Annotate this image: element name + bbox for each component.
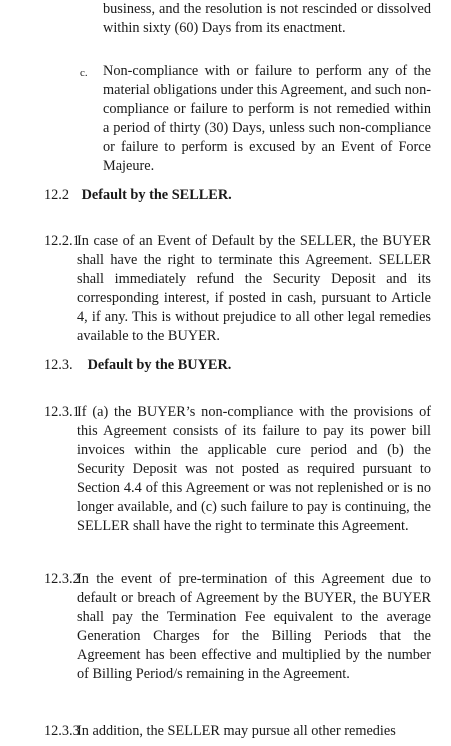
paragraph-12-2-1 — [44, 232, 431, 346]
paragraph-number: 12.2.1 — [44, 233, 80, 249]
list-item-text: Non-compliance with or failure to perform any of the material obligations under this Agreement, and such non-compliance or failure to perform is not remedied within a period of thirty (30) Days, unless such non-compliance or failure to perform is excused by an Event of Force Majeure. — [103, 63, 431, 174]
section-title: Default by the BUYER. — [87, 357, 232, 373]
paragraph-number: 12.3.1 — [44, 404, 80, 420]
section-title: Default by the SELLER. — [81, 187, 232, 203]
paragraph-12-3-3 — [44, 722, 431, 741]
paragraph-number: 12.3.2 — [44, 571, 80, 587]
paragraph-number: 12.3.3 — [44, 723, 80, 739]
section-heading-12-3 — [44, 356, 231, 375]
section-heading-12-2 — [44, 186, 232, 205]
list-item-c — [80, 62, 431, 176]
section-number: 12.3. — [44, 357, 73, 373]
paragraph-text: In the event of pre-termination of this Agreement due to default or breach of Agreement by the BUYER, the BUYER shall pay the Termination Fee equivalent to the average Generation Charges for the Billing Periods that the Agreement has been effective and multiplied by the number of Billing Period/s remaining in the Agreement. — [77, 571, 431, 682]
paragraph-text: In addition, the SELLER may pursue all other remedies — [77, 723, 396, 739]
list-item-label: c. — [80, 67, 88, 79]
section-number: 12.2 — [44, 187, 70, 203]
paragraph-12-3-1 — [44, 403, 431, 536]
paragraph-12-3-2 — [44, 570, 431, 684]
paragraph-text: If (a) the BUYER’s non-compliance with the provisions of this Agreement consists of its failure to pay its power bill invoices within the applicable cure period and (b) the Security Deposit was not posted as required pursuant to Section 4.4 of this Agreement or was not replenished or is no longer available, and (c) such failure to pay is continuing, the SELLER shall have the right to terminate this Agreement. — [77, 404, 431, 534]
intro-continuation — [103, 0, 431, 38]
intro-continuation-text: business, and the resolution is not rescinded or dissolved within sixty (60) Days from its enactment. — [103, 1, 431, 36]
paragraph-text: In case of an Event of Default by the SELLER, the BUYER shall have the right to terminate this Agreement. SELLER shall immediately refund the Security Deposit and its corresponding interest, if posted in cash, pursuant to Article 4, if any. This is without prejudice to all other legal remedies available to the BUYER. — [77, 233, 431, 344]
